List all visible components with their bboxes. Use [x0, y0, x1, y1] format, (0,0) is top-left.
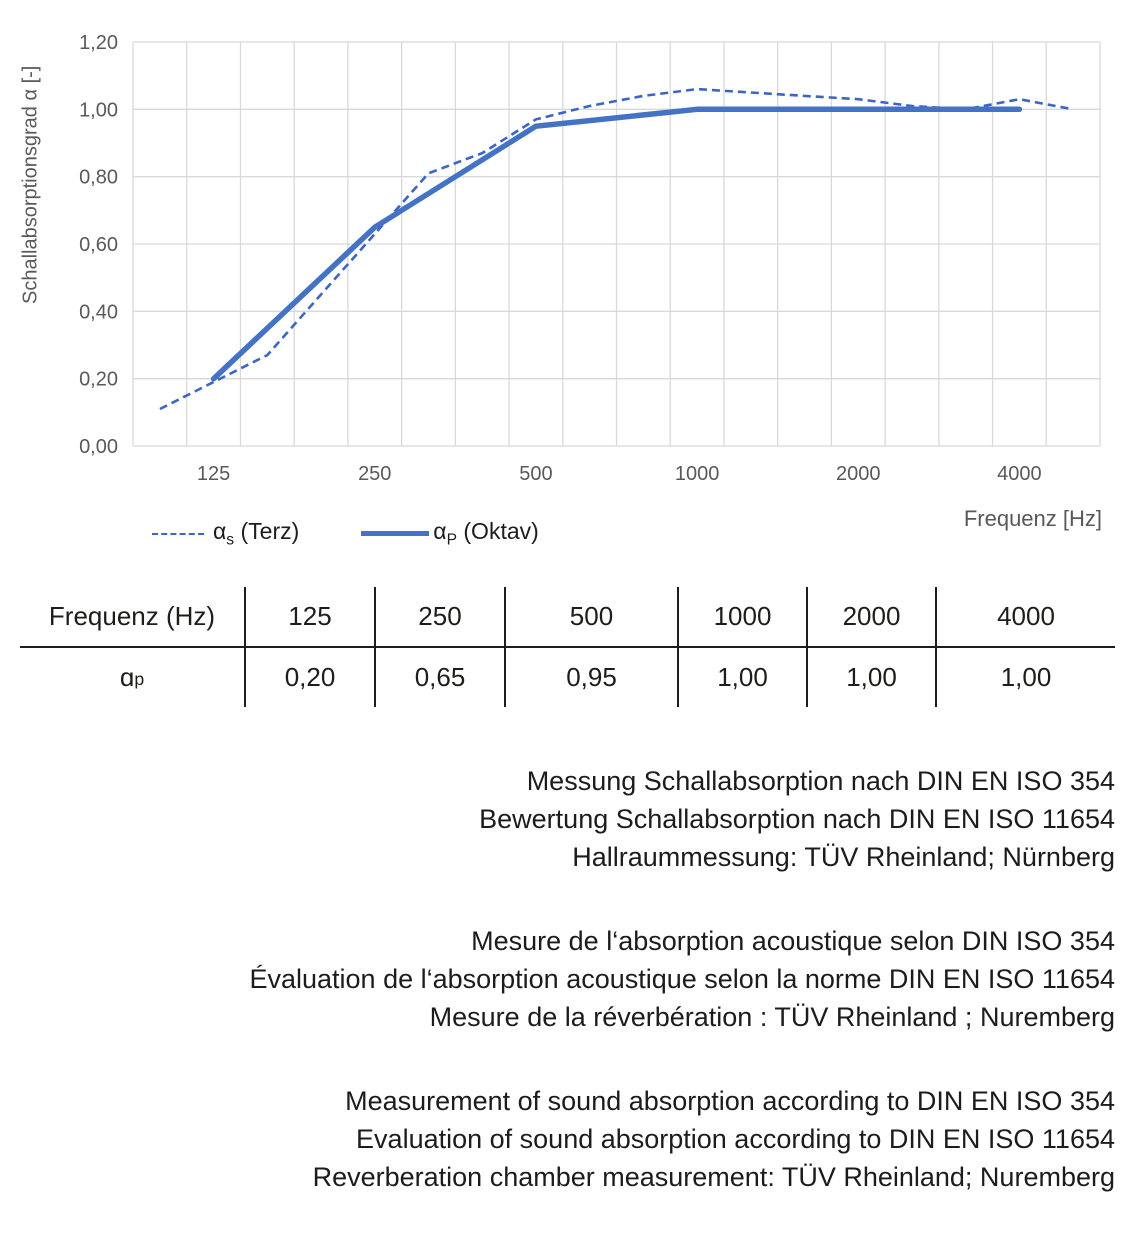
chart-legend: [152, 518, 539, 550]
note-line: Mesure de l‘absorption acoustique selon DIN ISO 354: [471, 926, 1115, 956]
legend-item-oktav: [361, 518, 539, 550]
table-value-2000: 1,00: [808, 648, 937, 707]
table-header-frequency: Frequenz (Hz): [20, 587, 246, 648]
table-header-125: 125: [246, 587, 376, 648]
svg-text:2000: 2000: [836, 463, 881, 485]
note-german: [20, 762, 1115, 876]
table-value-1000: 1,00: [679, 648, 808, 707]
note-line: Bewertung Schallabsorption nach DIN EN ISO 11654: [479, 804, 1115, 834]
y-axis-title: Schallabsorptionsgrad α [-]: [19, 65, 42, 305]
table-value-4000: 1,00: [1000, 662, 1052, 692]
legend-label-terz: $\alpha_s$ (Terz): [213, 518, 300, 549]
legend-item-terz: [152, 518, 299, 550]
dashed-line-icon: [152, 533, 204, 535]
svg-text:0,40: 0,40: [79, 301, 118, 324]
svg-text:0,20: 0,20: [79, 368, 118, 391]
note-line: Hallraummessung: TÜV Rheinland; Nürnberg: [572, 842, 1115, 872]
note-line: Mesure de la réverbération : TÜV Rheinland ; Nuremberg: [429, 1002, 1115, 1032]
table-value-500: 0,95: [506, 648, 679, 707]
note-line: Évaluation de l‘absorption acoustique selon la norme DIN EN ISO 11654: [249, 964, 1115, 994]
table-header-2000: 2000: [808, 587, 937, 648]
svg-text:1000: 1000: [674, 463, 720, 485]
note-french: [20, 922, 1115, 1036]
svg-text:1,20: 1,20: [79, 32, 118, 54]
note-line: Reverberation chamber measurement: TÜV Rheinland; Nuremberg: [312, 1162, 1115, 1192]
x-axis-title: Frequenz [Hz]: [963, 506, 1102, 531]
svg-text:4000: 4000: [997, 463, 1042, 485]
svg-text:500: 500: [519, 463, 553, 485]
table-value-250: 0,65: [376, 648, 506, 707]
absorption-table: [20, 587, 1115, 707]
table-header-500: 500: [506, 587, 679, 648]
note-line: Measurement of sound absorption according to DIN EN ISO 354: [345, 1086, 1115, 1116]
svg-text:0,80: 0,80: [79, 166, 118, 189]
solid-line-icon: [361, 531, 429, 536]
legend-label-oktav: $\alpha_P$ (Oktav): [433, 518, 539, 549]
svg-text:1,00: 1,00: [79, 99, 118, 122]
table-header-250: 250: [376, 587, 506, 648]
table-header-1000: 1000: [679, 587, 808, 648]
note-english: [20, 1082, 1115, 1196]
svg-text:250: 250: [358, 463, 392, 485]
svg-text:125: 125: [196, 463, 231, 485]
absorption-chart: [0, 0, 1135, 500]
table-row-label-alpha-p: ɑ $_p$: [20, 648, 246, 707]
note-line: Messung Schallabsorption nach DIN EN ISO 354: [526, 766, 1115, 796]
svg-text:0,00: 0,00: [79, 436, 118, 458]
table-header-4000: 4000: [937, 587, 1115, 648]
table-value-125: 0,20: [246, 648, 376, 707]
note-line: Evaluation of sound absorption according to DIN EN ISO 11654: [356, 1124, 1115, 1154]
svg-text:0,60: 0,60: [79, 234, 118, 256]
